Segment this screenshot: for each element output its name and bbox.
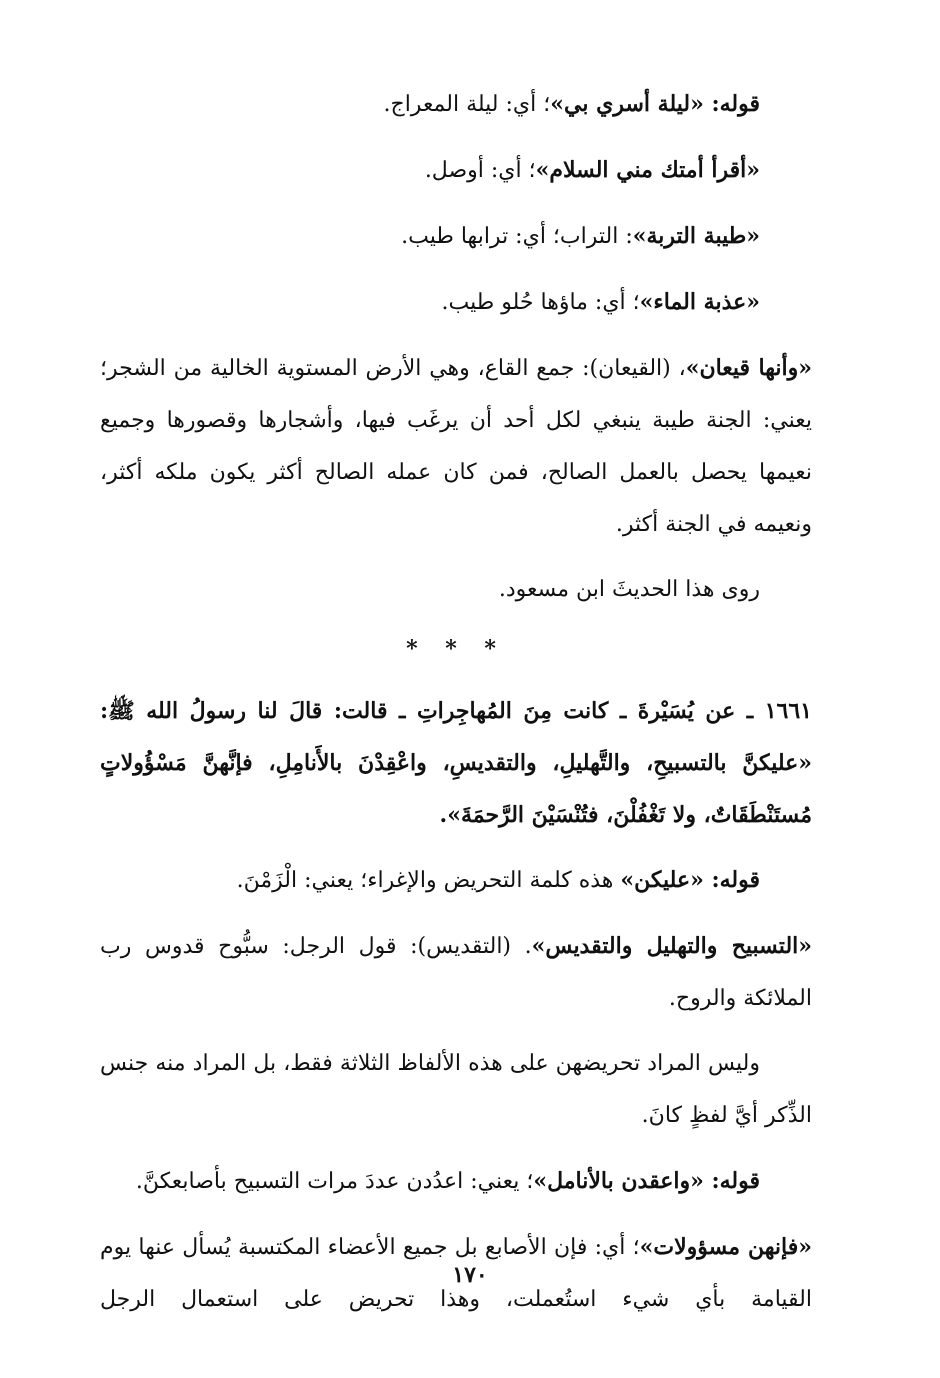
quoted-phrase: قوله: «ليلة أسري بي» [550, 91, 760, 117]
paragraph-waqidna [100, 1155, 812, 1208]
quoted-phrase: «وأنها قيعان» [685, 355, 813, 381]
paragraph-aqra-ummatak [100, 144, 812, 197]
quoted-phrase: «التسبيح والتهليل والتقديس» [531, 933, 813, 959]
paragraph-narrator [100, 564, 812, 616]
paragraph-adhbat-alma [100, 276, 812, 329]
quoted-phrase: «عذبة الماء» [639, 289, 760, 315]
explanation-text: ؛ يعني: اعدُدن عددَ مرات التسبيح بأصابعكنَّ. [135, 1169, 534, 1194]
section-separator: * * * [406, 636, 506, 662]
document-page [100, 78, 812, 1318]
paragraph-laysa-almurad [100, 1038, 812, 1142]
paragraph-laylat-usriya [100, 78, 812, 131]
hadith-text: ١٦٦١ ـ عن يُسَيْرةَ ـ كانت مِنَ المُهاجِراتِ ـ قالت: قالَ لنا رسولُ الله ﷺ: «عليكنَّ بالتسبيحِ، والتَّهليلِ، والتقديسِ، واعْقِدْنَ بالأَنامِلِ، فإنَّهنَّ مَسْؤُولاتٍ مُستَنْطَقَاتٌ، ولا تَغْفُلْنَ، فتُنْسَيْنَ الرَّحمَةَ». [100, 698, 812, 828]
narrator-text: روى هذا الحديثَ ابن مسعود. [498, 577, 760, 602]
explanation-text: ؛ أي: ماؤها حُلو طيب. [441, 290, 640, 315]
paragraph-tayyibat-alturba [100, 210, 812, 263]
explanation-text: هذه كلمة التحريض والإغراء؛ يعني: الْزَمْنَ. [236, 868, 621, 893]
quoted-phrase: قوله: «عليكن» [620, 867, 760, 893]
quoted-phrase: قوله: «واعقدن بالأنامل» [533, 1168, 760, 1194]
explanation-text: ؛ أي: فإن الأصابع بل جميع الأعضاء المكتسبة يُسأل عنها يوم القيامة بأي شيء استُعملت، وهذا تحريض على استعمال الرجل [100, 1235, 812, 1312]
page-number: ١٧٠ [452, 1262, 488, 1288]
explanation-text: ؛ أي: أوصل. [424, 158, 536, 183]
hadith-1661 [100, 685, 812, 841]
explanation-text: ، (القيعان): جمع القاع، وهي الأرض المستوية الخالية من الشجر؛ يعني: الجنة طيبة ينبغي لكل أحد أن يرغَب فيها، وأشجارها وقصورها وجميع نعيمها يحصل بالعمل الصالح، فمن كان عمله الصالح أكثر يكون ملكه أكثر، ونعيمه في الجنة أكثر. [100, 356, 812, 537]
explanation-text: . (التقديس): قول الرجل: سبُّوح قدوس رب الملائكة والروح. [100, 934, 812, 1011]
quoted-phrase: «أقرأ أمتك مني السلام» [535, 157, 760, 183]
paragraph-alaykunna [100, 854, 812, 907]
paragraph-tasbih [100, 920, 812, 1025]
explanation-text: وليس المراد تحريضهن على هذه الألفاظ الثلاثة فقط، بل المراد منه جنس الذِّكر أيَّ لفظٍ كانَ. [100, 1051, 812, 1128]
paragraph-qiyaan [100, 342, 812, 551]
explanation-text: : التراب؛ أي: ترابها طيب. [401, 224, 633, 249]
quoted-phrase: «فإنهن مسؤولات» [639, 1234, 813, 1260]
quoted-phrase: «طيبة التربة» [632, 223, 760, 249]
explanation-text: ؛ أي: ليلة المعراج. [383, 92, 551, 117]
